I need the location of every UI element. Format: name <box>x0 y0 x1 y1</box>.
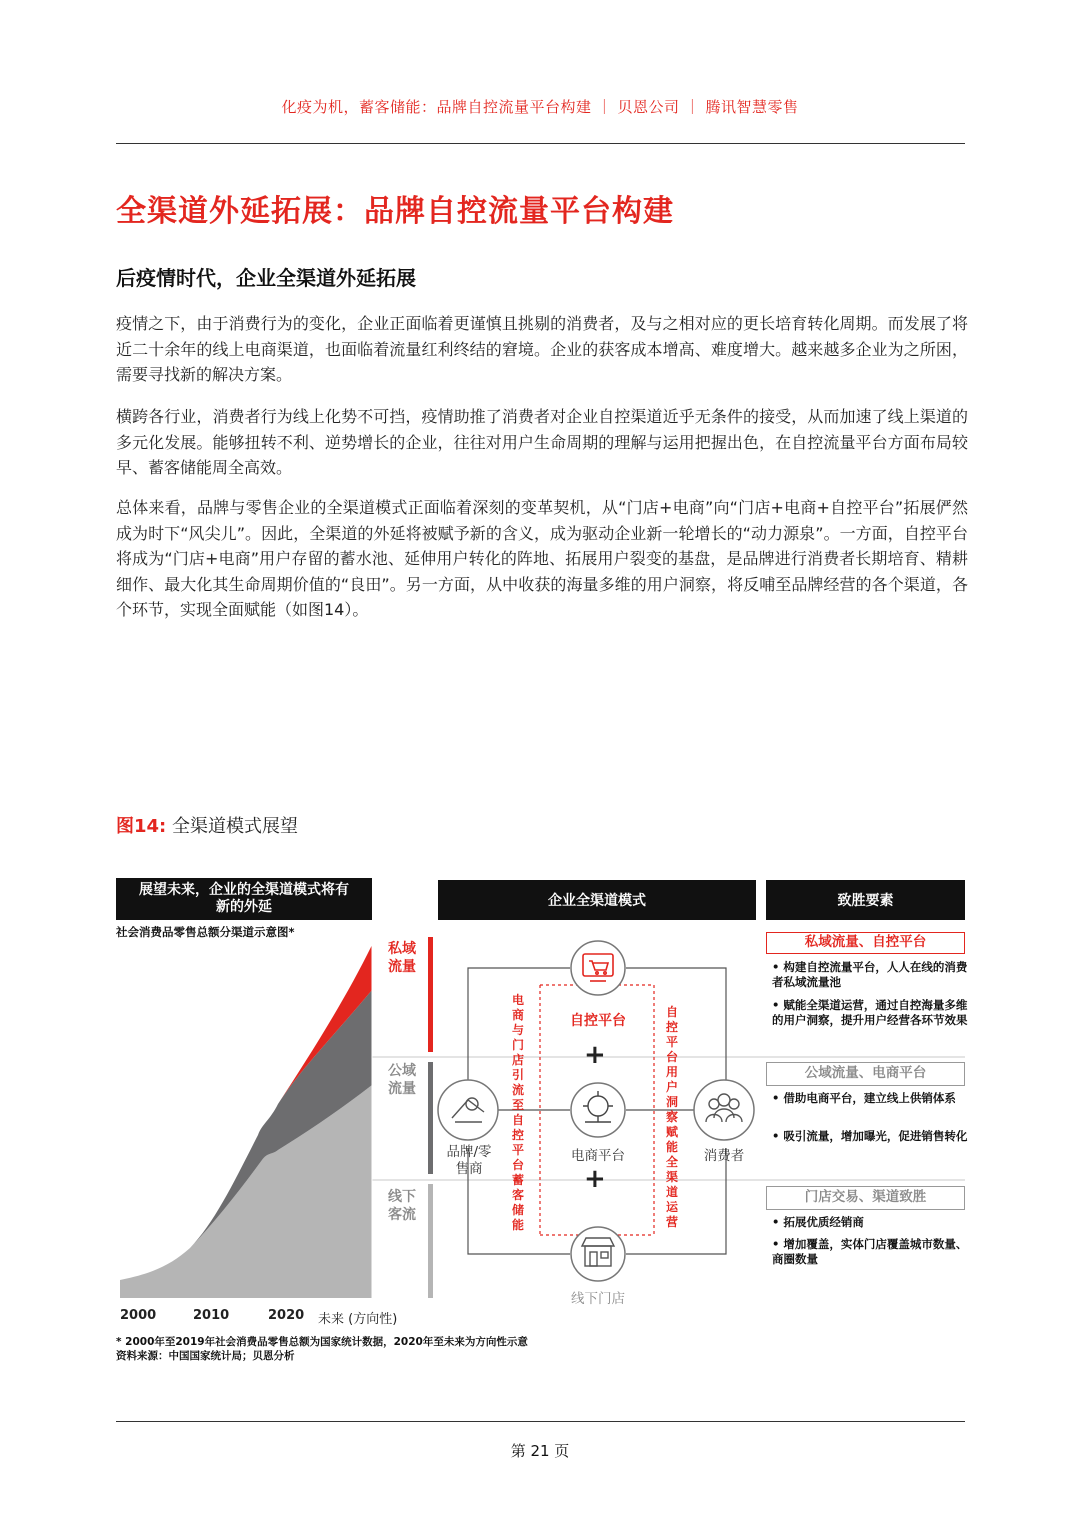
chart-subtitle: 社会消费品零售总额分渠道示意图* <box>116 925 295 939</box>
vertical-text-right: 自控平台用户洞察赋能全渠道运营 <box>665 1005 678 1229</box>
factor-private-bullet-1: • 构建自控流量平台，人人在线的消费 者私域流量池 <box>772 960 968 989</box>
channel-public-label: 公域流量 <box>388 1063 416 1097</box>
paragraph-1: 疫情之下，由于消费行为的变化，企业正面临着更谨慎且挑剔的消费者，及与之相对应的更长培育转化周期。而发展了将近二十余年的线上电商渠道，也面临着流量红利终结的窘境。企业的获客成本增高、难度增大。越来越多企业为之所困，需要寻找新的解决方案。 <box>116 314 968 385</box>
factor-public-bullet-1: • 借助电商平台，建立线上供销体系 <box>772 1091 956 1105</box>
bar-private <box>428 937 433 1052</box>
node-self-circle <box>571 941 625 995</box>
channel-private-label: 私域流量 <box>388 941 416 975</box>
middle-header-box: 企业全渠道模式 <box>438 880 756 920</box>
factor-offline-title: 门店交易、渠道致胜 <box>766 1186 965 1210</box>
figure-source: 资料来源：中国国家统计局；贝恩分析 <box>116 1350 295 1362</box>
node-store-label: 线下门店 <box>571 1291 625 1307</box>
factor-private-title: 私域流量、自控平台 <box>766 932 965 954</box>
area-chart <box>120 945 372 1298</box>
bar-public <box>428 1062 433 1174</box>
x-tick-future: 未来 (方向性) <box>318 1312 398 1327</box>
node-self-label: 自控平台 <box>570 1013 626 1029</box>
paragraph-2: 横跨各行业，消费者行为线上化势不可挡，疫情助推了消费者对企业自控渠道近乎无条件的接受，从而加速了线上渠道的多元化发展。能够扭转不利、逆势增长的企业，往往对用户生命周期的理解与运用把握出色，在自控流量平台方面布局较早、蓄客储能周全高效。 <box>116 407 968 478</box>
plus-sign-2: + <box>584 1164 606 1194</box>
node-store-circle <box>571 1227 625 1281</box>
node-brand-circle <box>438 1080 498 1140</box>
node-ecom-label: 电商平台 <box>571 1148 625 1164</box>
footer-rule <box>116 1421 965 1422</box>
x-tick-2020: 2020 <box>268 1308 305 1323</box>
running-header: 化疫为机，蓄客储能：品牌自控流量平台构建 ｜ 贝恩公司 ｜ 腾讯智慧零售 <box>281 98 799 116</box>
left-header-box: 展望未来，企业的全渠道模式将有新的外延 <box>116 878 372 920</box>
factor-private-bullet-2: • 赋能全渠道运营，通过自控海量多维的用户洞察，提升用户经营各环节效果 <box>772 998 968 1027</box>
factor-offline-bullet-1: • 拓展优质经销商 <box>772 1215 864 1229</box>
vertical-text-left: 电商与门店引流至自控平台蓄客储能 <box>511 993 524 1232</box>
x-tick-2000: 2000 <box>120 1308 157 1323</box>
page-title: 全渠道外延拓展：品牌自控流量平台构建 <box>116 194 674 229</box>
area-offline <box>120 1085 372 1298</box>
plus-sign-1: + <box>584 1040 606 1070</box>
factor-public-bullet-2: • 吸引流量，增加曝光，促进销售转化 <box>772 1129 968 1143</box>
x-tick-2010: 2010 <box>193 1308 230 1323</box>
page-number: 第 21 页 <box>510 1442 570 1460</box>
node-brand-label: 品牌/零售商 <box>446 1144 492 1177</box>
figure-title: 全渠道模式展望 <box>171 816 298 837</box>
figure-note: * 2000年至2019年社会消费品零售总额为国家统计数据，2020年至未来为方向性示意 <box>116 1336 528 1348</box>
paragraph-3: 总体来看，品牌与零售企业的全渠道模式正面临着深刻的变革契机，从“门店+电商”向“门店+电商+自控平台”拓展俨然成为时下“风尖儿”。因此，全渠道的外延将被赋予新的含义，成为驱动企业新一轮增长的“动力源泉”。一方面，自控平台将成为“门店+电商”用户存留的蓄水池、延伸用户转化的阵地、拓展用户裂变的基盘，是品牌进行消费者长期培育、精耕细作、最大化其生命周期价值的“良田”。另一方面，从中收获的海量多维的用户洞察，将反哺至品牌经营的各个渠道，各个环节，实现全面赋能（如图14）。 <box>116 498 968 620</box>
right-header-box: 致胜要素 <box>766 880 965 920</box>
bar-offline <box>428 1184 433 1298</box>
node-consumer-circle <box>694 1080 754 1140</box>
node-consumer-label: 消费者 <box>703 1148 745 1164</box>
factor-public-title: 公域流量、电商平台 <box>766 1062 965 1086</box>
figure-number: 图14: <box>116 816 167 837</box>
channel-offline-label: 线下客流 <box>388 1189 416 1223</box>
section-subtitle: 后疫情时代，企业全渠道外延拓展 <box>116 266 416 290</box>
factor-offline-bullet-2: • 增加覆盖，实体门店覆盖城市数量、商圈数量 <box>772 1237 968 1266</box>
